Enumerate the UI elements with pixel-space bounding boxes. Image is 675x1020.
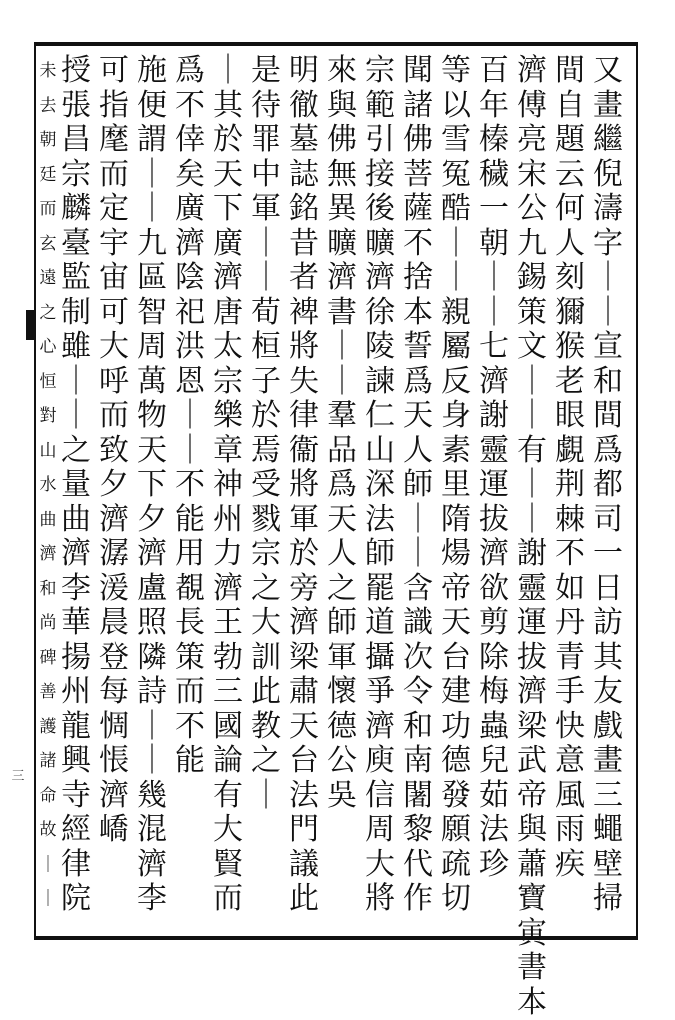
text-column-2: 間自題云何人刻獮猴老眼覷荆棘不如丹青手快意風雨疾: [555, 53, 585, 882]
text-column-4: 百年榛穢一朝｜｜七濟謝靈運拔濟欲剪除梅蟲兒茹法珍: [479, 53, 509, 882]
text-column-10: 是待罪中軍｜｜荀桓子於焉受戮宗之大訓此教之｜: [251, 53, 281, 813]
page-number: 三: [11, 769, 25, 784]
text-column-3: 濟傅亮宋公九錫策文｜｜有｜｜謝靈運拔濟梁武帝與蕭寶寅書本: [517, 53, 547, 1020]
text-column-11: ｜其於天下廣濟唐太宗樂章神州力濟王勃三國論有大賢而: [213, 53, 243, 916]
text-column-14: 可指麾而定宇宙可大呼而致夕濟潺湲晨登每惆悵濟嶠: [99, 53, 129, 847]
right-border: [636, 42, 638, 940]
fold-mark: [26, 310, 34, 340]
text-column-9: 明徹墓誌銘昔者裨將失律衞將軍於旁濟梁肅天台法門議此: [289, 53, 319, 916]
text-column-8: 來與佛無異曠濟書｜｜羣品爲天人之師軍懷德公吳: [327, 53, 357, 813]
text-column-1: 又畫繼倪濤字｜｜宣和間爲都司一日訪其友戲畫三蠅壁掃: [593, 53, 623, 916]
text-column-12: 爲不倖矣廣濟陰祀洪恩｜｜不能用覩長策而不能: [175, 53, 205, 778]
text-column-16: 未去朝廷而玄遠之心恒對山水曲濟和尚碑善護諸命故｜｜: [39, 61, 57, 909]
left-border: [34, 42, 36, 940]
text-column-6: 聞諸佛菩薩不捨本誓爲天人師｜｜含識次令和南闍黎代作: [403, 53, 433, 916]
top-border: [34, 42, 638, 46]
text-column-7: 宗範引接後曠濟徐陵諫仁山深法師罷道攝爭濟庾信周大將: [365, 53, 395, 916]
text-column-15: 授張昌宗麟臺監制雖｜｜之量曲濟李華揚州龍興寺經律院: [61, 53, 91, 916]
text-column-5: 等以雪冤酷｜｜親屬反身素里隋煬帝天台建功德發願疏切: [441, 53, 471, 916]
text-column-13: 施便謂｜｜九區智周萬物天下夕濟盧照隣詩｜｜幾混濟李: [137, 53, 167, 916]
